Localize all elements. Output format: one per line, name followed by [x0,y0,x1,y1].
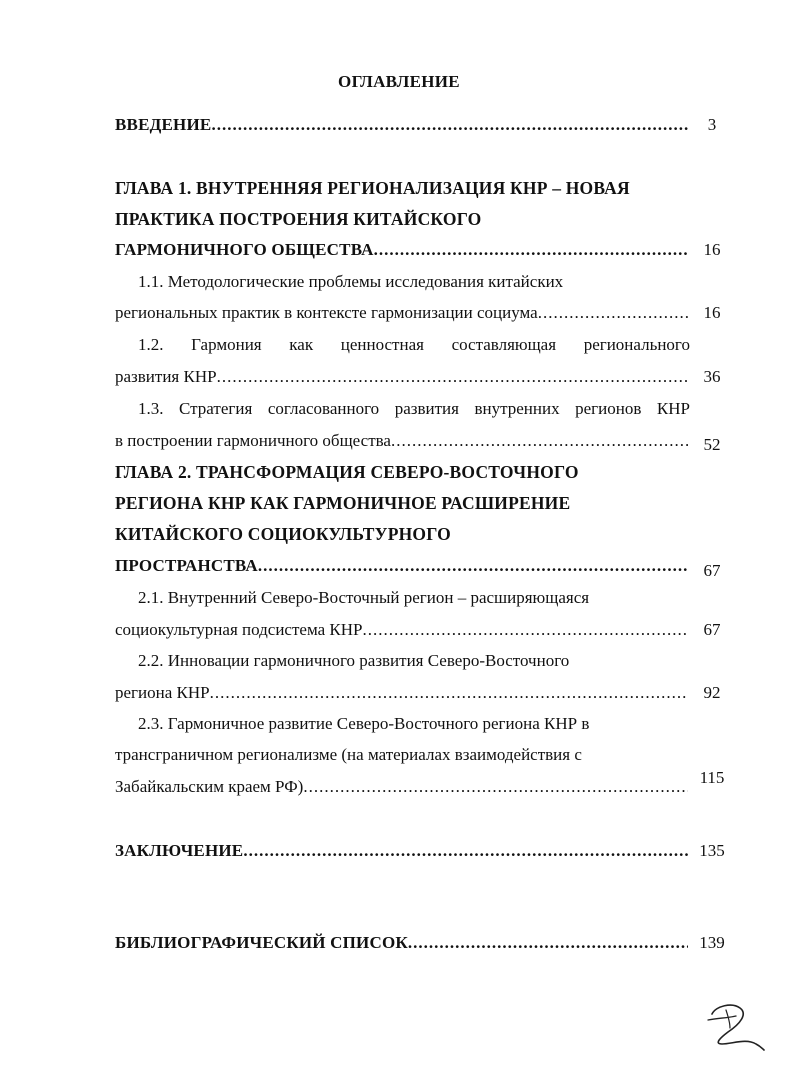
toc-entry-label: ПРОСТРАНСТВА [115,556,258,575]
toc-entry-label: социокультурная подсистема КНР [115,620,363,639]
toc-entry-label: ВВЕДЕНИЕ [115,115,212,134]
toc-entry-label: региона КНР [115,683,210,702]
toc-page-number: 67 [703,620,721,639]
chapter-1-heading-line-2: ПРАКТИКА ПОСТРОЕНИЯ КИТАЙСКОГО [115,209,482,229]
section-1-3-line-1: 1.3. Стратегия согласованного развития внутренних регионов КНР [138,399,690,418]
toc-page-number: 92 [703,683,721,702]
section-1-1-line-1: 1.1. Методологические проблемы исследования китайских [138,272,564,291]
leader-dots [211,112,688,138]
leader-dots [258,553,688,579]
chapter-2-heading-line-1: ГЛАВА 2. ТРАНСФОРМАЦИЯ СЕВЕРО-ВОСТОЧНОГО [115,462,579,482]
toc-entry-bibliography [115,930,688,956]
toc-page-number: 115 [699,768,725,787]
leader-dots [374,237,688,263]
section-2-3-line-3 [115,774,688,800]
section-2-3-line-1: 2.3. Гармоничное развитие Северо-Восточного региона КНР в [138,714,590,733]
toc-entry-label: ГАРМОНИЧНОГО ОБЩЕСТВА [115,240,374,259]
leader-dots [538,300,688,326]
chapter-1-heading-line-1: ГЛАВА 1. ВНУТРЕННЯЯ РЕГИОНАЛИЗАЦИЯ КНР – НОВАЯ [115,178,630,198]
toc-page-number: 52 [703,435,721,454]
toc-page-number: 16 [703,303,721,322]
section-2-1-line-1: 2.1. Внутренний Северо-Восточный регион – расширяющаяся [138,588,590,607]
leader-dots [362,617,688,643]
toc-page-number: 135 [699,841,725,860]
toc-entry-conclusion [115,838,688,864]
chapter-2-heading-line-2: РЕГИОНА КНР КАК ГАРМОНИЧНОЕ РАСШИРЕНИЕ [115,493,571,513]
chapter-2-heading-line-3: КИТАЙСКОГО СОЦИОКУЛЬТУРНОГО [115,524,451,544]
section-2-2-line-1: 2.2. Инновации гармоничного развития Северо-Восточного [138,651,570,670]
leader-dots [391,428,688,454]
handwritten-mark-icon [706,1000,766,1052]
toc-page-number: 3 [707,115,717,134]
toc-entry-label: Забайкальским краем РФ) [115,777,304,796]
section-1-3-line-2 [115,428,688,454]
toc-page-number: 139 [699,933,725,952]
page-title: ОГЛАВЛЕНИЕ [338,72,460,91]
toc-entry-label: в построении гармоничного общества [115,431,391,450]
leader-dots [243,838,688,864]
leader-dots [408,930,688,956]
toc-entry-label: региональных практик в контексте гармонизации социума [115,303,538,322]
section-2-1-line-2 [115,617,688,643]
leader-dots [210,680,688,706]
section-2-2-line-2 [115,680,688,706]
leader-dots [303,774,688,800]
section-1-2-line-2 [115,364,688,390]
toc-entry-label: ЗАКЛЮЧЕНИЕ [115,841,244,860]
toc-entry-label: БИБЛИОГРАФИЧЕСКИЙ СПИСОК [115,933,408,952]
toc-page-number: 36 [703,367,721,386]
toc-page-number: 67 [703,561,721,580]
toc-page-number: 16 [703,240,721,259]
section-1-1-line-2 [115,300,688,326]
section-1-2-line-1: 1.2. Гармония как ценностная составляющая регионального [138,335,690,354]
section-2-3-line-2: трансграничном регионализме (на материалах взаимодействия с [115,745,582,764]
toc-entry-label: развития КНР [115,367,217,386]
chapter-2-heading-line-4 [115,553,688,579]
toc-entry-introduction [115,112,688,138]
leader-dots [217,364,688,390]
chapter-1-heading-line-3 [115,237,688,263]
